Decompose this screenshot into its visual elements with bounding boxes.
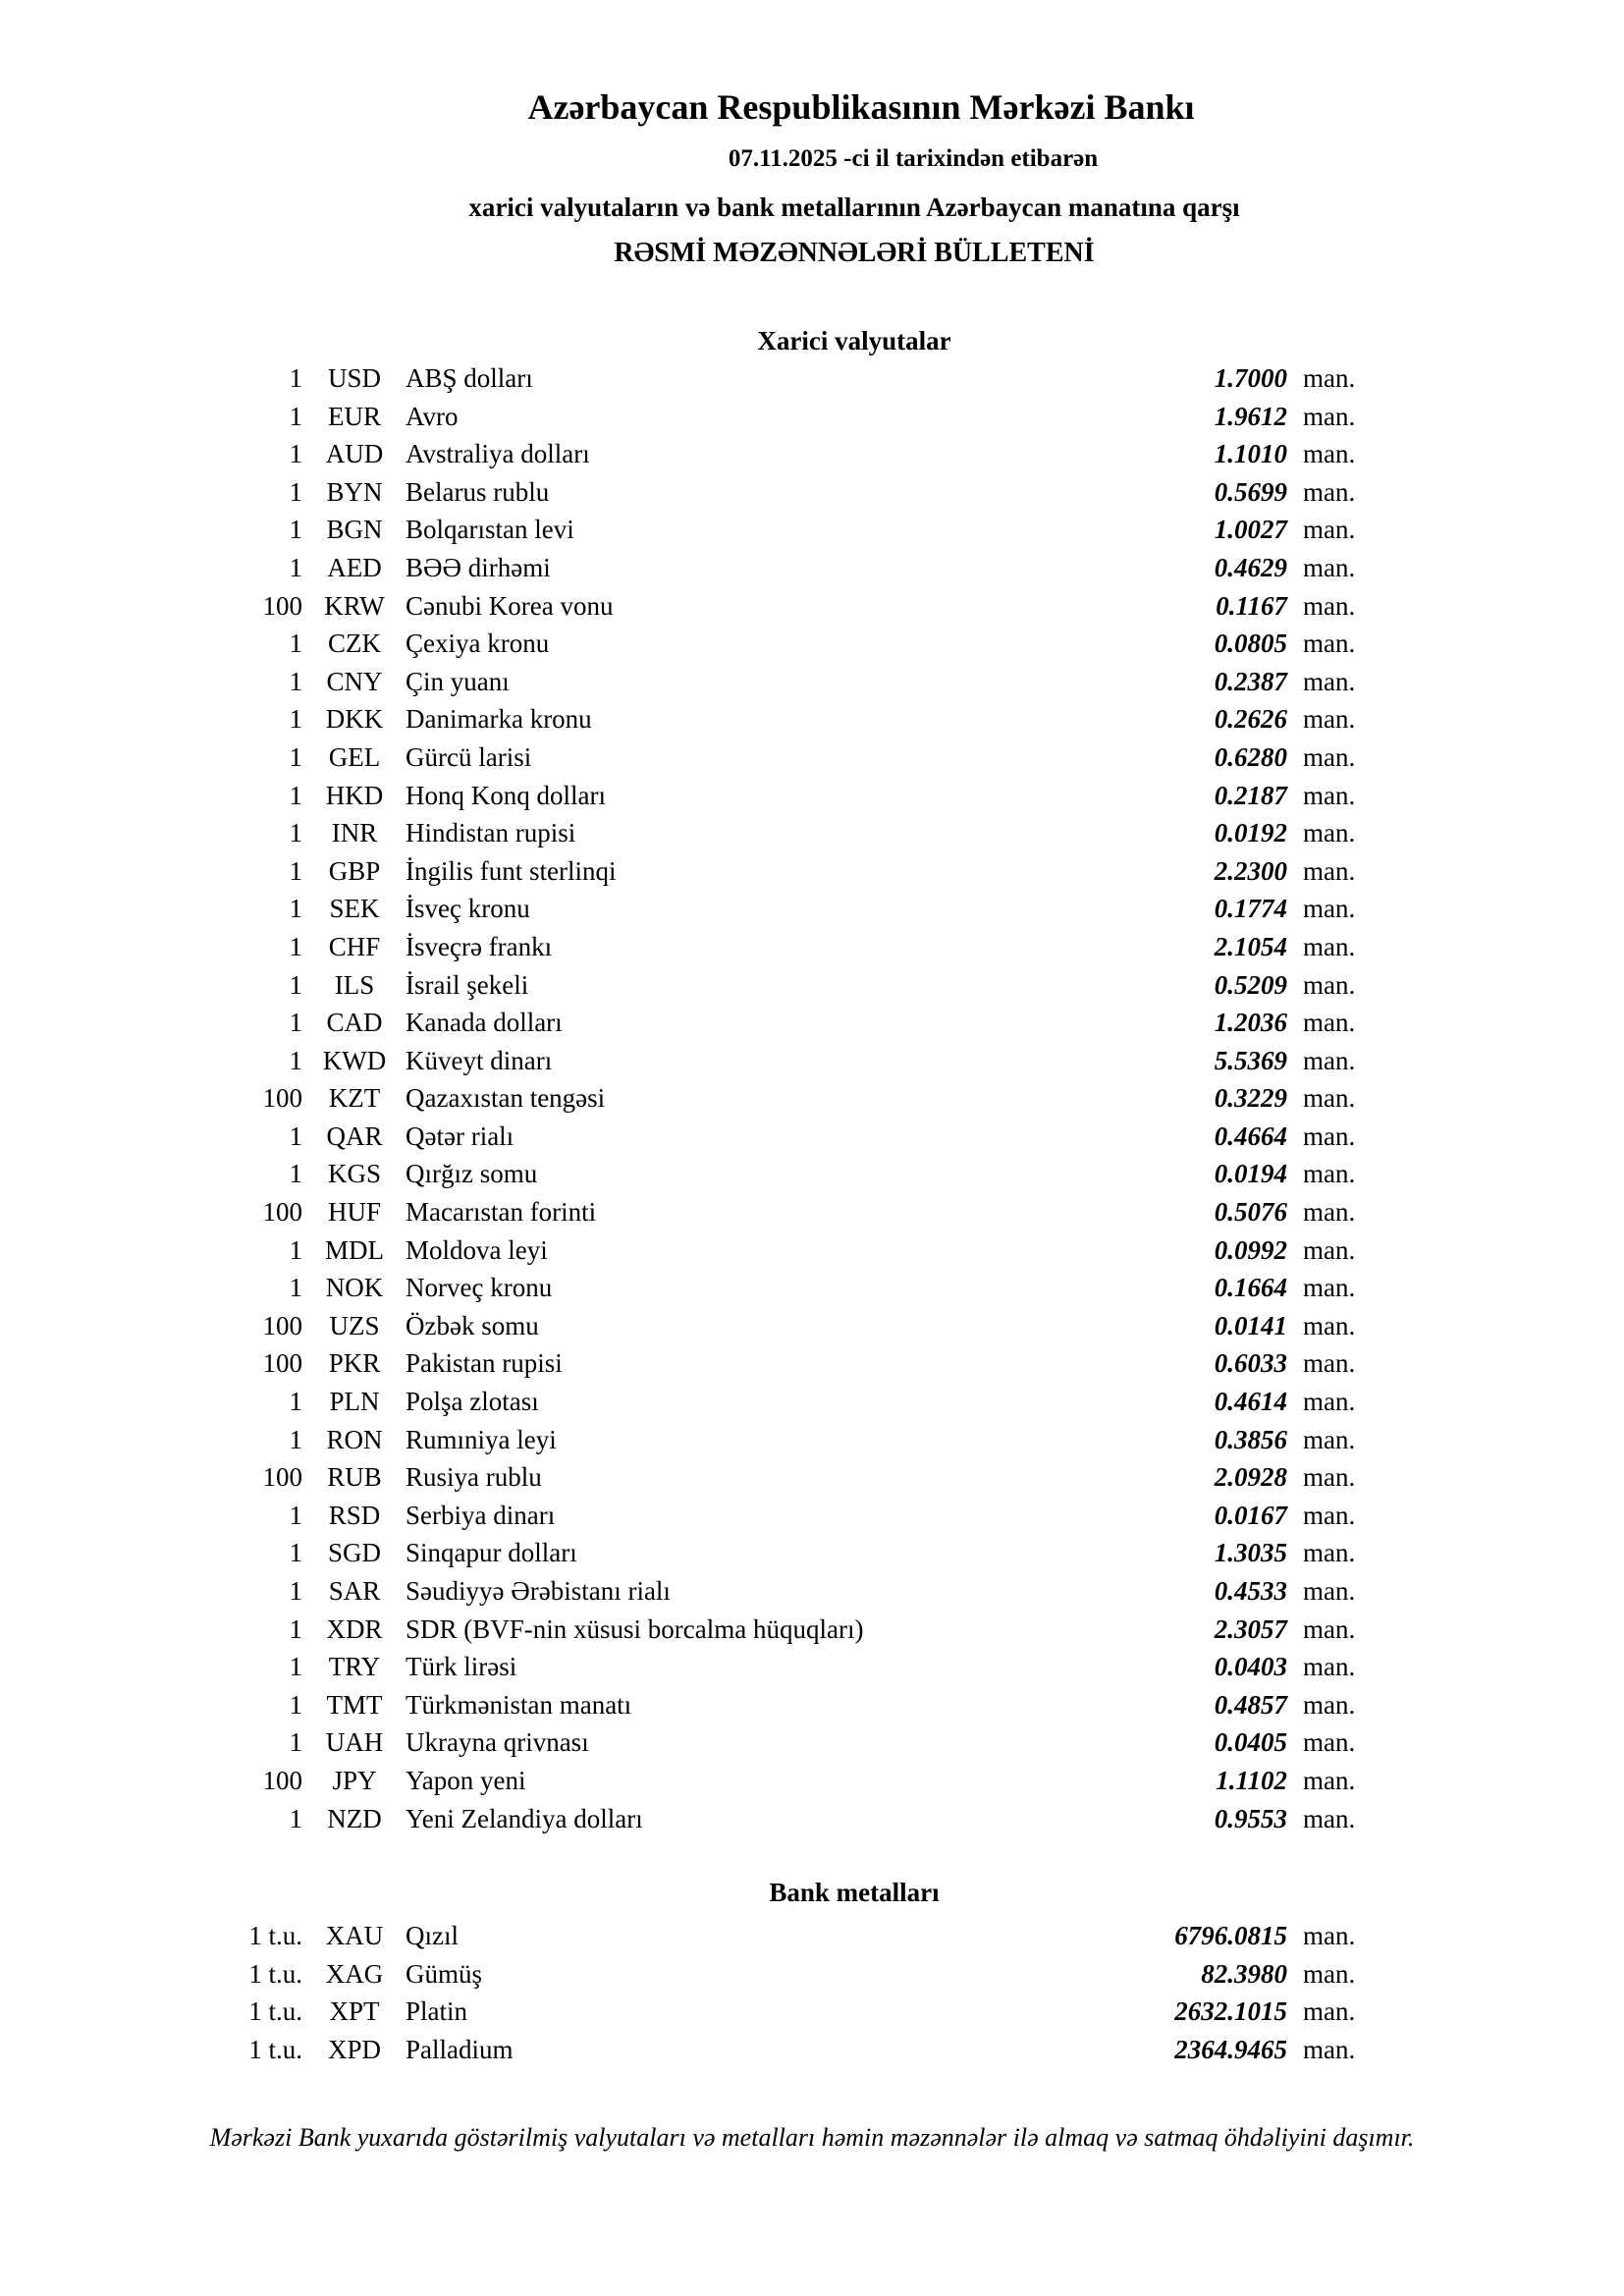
table-row <box>0 777 1624 815</box>
quantity-cell: 1 <box>289 1613 302 1644</box>
rate-value-cell: 0.2387 <box>1214 666 1287 696</box>
quantity-cell: 1 <box>289 1008 302 1038</box>
rate-value-cell: 5.5369 <box>1214 1045 1287 1075</box>
currency-code-cell: XAU <box>325 1921 384 1950</box>
currency-code-cell: AUD <box>325 439 384 469</box>
table-row <box>0 890 1624 928</box>
quantity-cell: 1 <box>289 969 302 1000</box>
rate-value-cell: 0.0992 <box>1214 1234 1287 1265</box>
unit-label-cell: man. <box>1303 855 1356 886</box>
currency-code-cell: MDL <box>325 1234 384 1265</box>
currency-name-cell: İsveçrə frankı <box>406 931 553 961</box>
rate-value-cell: 1.1102 <box>1216 1765 1287 1795</box>
currency-code-cell: HKD <box>325 780 384 810</box>
unit-label-cell: man. <box>1303 1310 1356 1340</box>
currency-code-cell: UZS <box>329 1310 380 1340</box>
quantity-cell: 1 <box>289 1689 302 1720</box>
unit-label-cell: man. <box>1303 552 1356 582</box>
quantity-cell: 1 <box>289 704 302 735</box>
unit-label-cell: man. <box>1303 1576 1356 1606</box>
table-row <box>0 1231 1624 1270</box>
currency-code-cell: DKK <box>325 704 384 735</box>
quantity-cell: 1 t.u. <box>248 1996 302 2027</box>
quantity-cell: 1 <box>289 629 302 659</box>
quantity-cell: 100 <box>262 1462 302 1493</box>
currency-code-cell: RUB <box>327 1462 382 1493</box>
table-row <box>0 435 1624 473</box>
table-row <box>0 511 1624 549</box>
currency-name-cell: BƏƏ dirhəmi <box>406 552 551 582</box>
table-row <box>0 1004 1624 1042</box>
rate-value-cell: 2.0928 <box>1214 1462 1287 1493</box>
quantity-cell: 1 <box>289 1387 302 1417</box>
rate-value-cell: 1.0027 <box>1214 515 1287 545</box>
table-row <box>0 1917 1624 1955</box>
currency-code-cell: BYN <box>326 476 383 507</box>
rate-value-cell: 0.4533 <box>1214 1576 1287 1606</box>
currency-name-cell: Qazaxıstan tengəsi <box>406 1083 606 1114</box>
rate-value-cell: 1.3035 <box>1214 1538 1287 1568</box>
unit-label-cell: man. <box>1303 1538 1356 1568</box>
currency-name-cell: Norveç kronu <box>406 1273 553 1303</box>
unit-label-cell: man. <box>1303 1500 1356 1530</box>
currency-name-cell: Palladium <box>406 2034 514 2064</box>
quantity-cell: 1 <box>289 1045 302 1075</box>
unit-label-cell: man. <box>1303 1273 1356 1303</box>
rate-value-cell: 0.4629 <box>1214 552 1287 582</box>
unit-label-cell: man. <box>1303 1234 1356 1265</box>
currency-code-cell: ILS <box>334 969 375 1000</box>
table-row <box>0 1534 1624 1572</box>
table-row <box>0 549 1624 587</box>
unit-label-cell: man. <box>1303 1613 1356 1644</box>
unit-label-cell: man. <box>1303 1348 1356 1379</box>
currency-code-cell: PLN <box>329 1387 380 1417</box>
rate-value-cell: 6796.0815 <box>1174 1921 1287 1950</box>
unit-label-cell: man. <box>1303 590 1356 621</box>
currency-code-cell: CAD <box>326 1008 383 1038</box>
table-row <box>0 1458 1624 1497</box>
currency-name-cell: Çexiya kronu <box>406 629 550 659</box>
unit-label-cell: man. <box>1303 629 1356 659</box>
currency-name-cell: İngilis funt sterlinqi <box>406 855 617 886</box>
rate-value-cell: 0.0403 <box>1214 1652 1287 1682</box>
rate-value-cell: 0.6033 <box>1214 1348 1287 1379</box>
currency-name-cell: Gürcü larisi <box>406 741 532 772</box>
table-row <box>0 1344 1624 1383</box>
table-row <box>0 738 1624 777</box>
rate-value-cell: 0.4664 <box>1214 1121 1287 1151</box>
currency-code-cell: JPY <box>332 1765 377 1795</box>
table-row <box>0 663 1624 701</box>
table-row <box>0 2031 1624 2069</box>
table-row <box>0 1079 1624 1118</box>
table-row <box>0 1800 1624 1838</box>
quantity-cell: 1 <box>289 1803 302 1833</box>
currency-name-cell: Yeni Zelandiya dolları <box>406 1803 643 1833</box>
quantity-cell: 1 <box>289 1538 302 1568</box>
table-row <box>0 1497 1624 1535</box>
quantity-cell: 100 <box>262 590 302 621</box>
bulletin-subtitle: xarici valyutaların və bank metallarının Azərbaycan manatına qarşı <box>468 192 1240 222</box>
rate-value-cell: 0.1774 <box>1214 894 1287 924</box>
table-row <box>0 1572 1624 1611</box>
table-row <box>0 398 1624 436</box>
rate-value-cell: 0.5209 <box>1214 969 1287 1000</box>
currency-code-cell: XPT <box>329 1996 380 2027</box>
rate-value-cell: 2.1054 <box>1214 931 1287 961</box>
currency-name-cell: Yapon yeni <box>406 1765 526 1795</box>
quantity-cell: 1 <box>289 1500 302 1530</box>
unit-label-cell: man. <box>1303 818 1356 848</box>
unit-label-cell: man. <box>1303 704 1356 735</box>
rate-value-cell: 1.7000 <box>1214 363 1287 393</box>
quantity-cell: 100 <box>262 1348 302 1379</box>
rate-value-cell: 0.5076 <box>1214 1197 1287 1228</box>
rate-value-cell: 1.9612 <box>1214 401 1287 431</box>
rate-value-cell: 0.0141 <box>1214 1310 1287 1340</box>
quantity-cell: 100 <box>262 1197 302 1228</box>
table-row <box>0 1269 1624 1307</box>
table-row <box>0 1383 1624 1421</box>
rate-value-cell: 2.2300 <box>1214 855 1287 886</box>
currency-name-cell: Qırğız somu <box>406 1159 538 1189</box>
effective-date-line: 07.11.2025 -ci il tarixindən etibarən <box>728 145 1099 172</box>
unit-label-cell: man. <box>1303 1727 1356 1758</box>
currency-name-cell: Qətər rialı <box>406 1121 514 1151</box>
unit-label-cell: man. <box>1303 1121 1356 1151</box>
foreign-currencies-section-title: Xarici valyutalar <box>757 326 951 355</box>
currency-name-cell: Moldova leyi <box>406 1234 548 1265</box>
unit-label-cell: man. <box>1303 969 1356 1000</box>
unit-label-cell: man. <box>1303 1958 1356 1989</box>
unit-label-cell: man. <box>1303 741 1356 772</box>
currency-code-cell: TRY <box>328 1652 381 1682</box>
quantity-cell: 1 <box>289 780 302 810</box>
unit-label-cell: man. <box>1303 1652 1356 1682</box>
table-row <box>0 852 1624 891</box>
rate-value-cell: 0.0194 <box>1214 1159 1287 1189</box>
bank-metals-table <box>0 1917 1624 2068</box>
currency-name-cell: Sinqapur dolları <box>406 1538 577 1568</box>
table-row <box>0 700 1624 738</box>
currency-code-cell: SAR <box>328 1576 381 1606</box>
table-row <box>0 1042 1624 1080</box>
rate-value-cell: 0.4857 <box>1214 1689 1287 1720</box>
bank-name-title: Azərbaycan Respublikasının Mərkəzi Bankı <box>527 87 1195 127</box>
unit-label-cell: man. <box>1303 1083 1356 1114</box>
table-row <box>0 625 1624 663</box>
currency-name-cell: Türkmənistan manatı <box>406 1689 632 1720</box>
unit-label-cell: man. <box>1303 1996 1356 2027</box>
table-row <box>0 1723 1624 1762</box>
quantity-cell: 1 <box>289 1121 302 1151</box>
quantity-cell: 1 <box>289 666 302 696</box>
currency-code-cell: NOK <box>325 1273 384 1303</box>
quantity-cell: 100 <box>262 1310 302 1340</box>
unit-label-cell: man. <box>1303 401 1356 431</box>
rate-value-cell: 2632.1015 <box>1174 1996 1287 2027</box>
quantity-cell: 100 <box>262 1765 302 1795</box>
currency-code-cell: SGD <box>327 1538 381 1568</box>
quantity-cell: 1 <box>289 1234 302 1265</box>
table-row <box>0 928 1624 966</box>
currency-name-cell: İsveç kronu <box>406 894 530 924</box>
unit-label-cell: man. <box>1303 780 1356 810</box>
currency-name-cell: Səudiyyə Ərəbistanı rialı <box>406 1576 671 1606</box>
currency-name-cell: Rusiya rublu <box>406 1462 542 1493</box>
quantity-cell: 1 t.u. <box>248 1921 302 1950</box>
unit-label-cell: man. <box>1303 439 1356 469</box>
rate-value-cell: 1.2036 <box>1214 1008 1287 1038</box>
rate-value-cell: 0.0805 <box>1214 629 1287 659</box>
unit-label-cell: man. <box>1303 363 1356 393</box>
table-row <box>0 473 1624 512</box>
rate-value-cell: 0.4614 <box>1214 1387 1287 1417</box>
rate-value-cell: 0.6280 <box>1214 741 1287 772</box>
rate-value-cell: 0.3229 <box>1214 1083 1287 1114</box>
quantity-cell: 1 <box>289 1576 302 1606</box>
unit-label-cell: man. <box>1303 1387 1356 1417</box>
currency-name-cell: Serbiya dinarı <box>406 1500 556 1530</box>
unit-label-cell: man. <box>1303 666 1356 696</box>
currency-code-cell: INR <box>331 818 378 848</box>
rate-value-cell: 0.2187 <box>1214 780 1287 810</box>
currency-code-cell: XPD <box>327 2034 381 2064</box>
currency-name-cell: Pakistan rupisi <box>406 1348 563 1379</box>
currency-code-cell: UAH <box>325 1727 384 1758</box>
quantity-cell: 1 <box>289 476 302 507</box>
currency-code-cell: KGS <box>327 1159 381 1189</box>
currency-name-cell: Kanada dolları <box>406 1008 563 1038</box>
currency-code-cell: QAR <box>326 1121 383 1151</box>
quantity-cell: 1 <box>289 363 302 393</box>
table-row <box>0 966 1624 1005</box>
table-row <box>0 1648 1624 1686</box>
currency-name-cell: Qızıl <box>406 1921 459 1950</box>
table-row <box>0 1118 1624 1156</box>
unit-label-cell: man. <box>1303 1689 1356 1720</box>
quantity-cell: 100 <box>262 1083 302 1114</box>
unit-label-cell: man. <box>1303 1462 1356 1493</box>
quantity-cell: 1 t.u. <box>248 2034 302 2064</box>
table-row <box>0 587 1624 626</box>
currency-code-cell: CNY <box>326 666 383 696</box>
table-row <box>0 1686 1624 1724</box>
currency-code-cell: KWD <box>322 1045 387 1075</box>
currency-code-cell: KRW <box>324 590 385 621</box>
quantity-cell: 1 <box>289 401 302 431</box>
currency-name-cell: Bolqarıstan levi <box>406 515 574 545</box>
quantity-cell: 1 t.u. <box>248 1958 302 1989</box>
currency-code-cell: SEK <box>329 894 380 924</box>
quantity-cell: 1 <box>289 741 302 772</box>
currency-code-cell: GEL <box>328 741 381 772</box>
rate-value-cell: 0.1664 <box>1214 1273 1287 1303</box>
unit-label-cell: man. <box>1303 1159 1356 1189</box>
unit-label-cell: man. <box>1303 1424 1356 1454</box>
currency-name-cell: Polşa zlotası <box>406 1387 539 1417</box>
currency-name-cell: Honq Konq dolları <box>406 780 606 810</box>
currency-code-cell: AED <box>327 552 382 582</box>
currency-code-cell: XDR <box>326 1613 383 1644</box>
unit-label-cell: man. <box>1303 2034 1356 2064</box>
rate-value-cell: 0.0167 <box>1214 1500 1287 1530</box>
currency-name-cell: Ukrayna qrivnası <box>406 1727 589 1758</box>
unit-label-cell: man. <box>1303 1197 1356 1228</box>
currency-code-cell: BGN <box>326 515 383 545</box>
quantity-cell: 1 <box>289 552 302 582</box>
rate-value-cell: 2364.9465 <box>1174 2034 1287 2064</box>
unit-label-cell: man. <box>1303 1008 1356 1038</box>
rate-value-cell: 0.1167 <box>1216 590 1287 621</box>
rate-value-cell: 1.1010 <box>1214 439 1287 469</box>
currency-code-cell: KZT <box>328 1083 381 1114</box>
currency-code-cell: GBP <box>328 855 381 886</box>
currency-name-cell: Macarıstan forinti <box>406 1197 597 1228</box>
unit-label-cell: man. <box>1303 515 1356 545</box>
table-row <box>0 814 1624 852</box>
currency-name-cell: Türk lirəsi <box>406 1652 517 1682</box>
currency-name-cell: Rumıniya leyi <box>406 1424 557 1454</box>
unit-label-cell: man. <box>1303 1921 1356 1950</box>
unit-label-cell: man. <box>1303 931 1356 961</box>
quantity-cell: 1 <box>289 1652 302 1682</box>
quantity-cell: 1 <box>289 1424 302 1454</box>
unit-label-cell: man. <box>1303 476 1356 507</box>
table-row <box>0 1611 1624 1649</box>
quantity-cell: 1 <box>289 439 302 469</box>
bank-metals-section-title: Bank metalları <box>769 1878 940 1907</box>
rate-value-cell: 82.3980 <box>1201 1958 1287 1989</box>
currency-name-cell: İsrail şekeli <box>406 969 529 1000</box>
currency-code-cell: RSD <box>328 1500 381 1530</box>
bulletin-title: RƏSMİ MƏZƏNNƏLƏRİ BÜLLETENİ <box>614 238 1095 268</box>
rate-value-cell: 0.3856 <box>1214 1424 1287 1454</box>
table-row <box>0 359 1624 398</box>
currency-name-cell: ABŞ dolları <box>406 363 533 393</box>
currency-name-cell: Avstraliya dolları <box>406 439 590 469</box>
quantity-cell: 1 <box>289 855 302 886</box>
currency-code-cell: CZK <box>328 629 381 659</box>
currency-code-cell: EUR <box>328 401 381 431</box>
unit-label-cell: man. <box>1303 1765 1356 1795</box>
currency-code-cell: PKR <box>328 1348 381 1379</box>
rate-value-cell: 0.0192 <box>1214 818 1287 848</box>
unit-label-cell: man. <box>1303 894 1356 924</box>
table-row <box>0 1955 1624 1994</box>
quantity-cell: 1 <box>289 1273 302 1303</box>
currency-name-cell: Belarus rublu <box>406 476 550 507</box>
rate-value-cell: 0.0405 <box>1214 1727 1287 1758</box>
rate-value-cell: 0.2626 <box>1214 704 1287 735</box>
foreign-currencies-table <box>0 359 1624 1837</box>
table-row <box>0 1307 1624 1345</box>
table-row <box>0 1155 1624 1193</box>
currency-code-cell: RON <box>326 1424 383 1454</box>
table-row <box>0 1421 1624 1459</box>
unit-label-cell: man. <box>1303 1045 1356 1075</box>
quantity-cell: 1 <box>289 515 302 545</box>
currency-code-cell: CHF <box>328 931 381 961</box>
currency-code-cell: NZD <box>327 1803 382 1833</box>
quantity-cell: 1 <box>289 931 302 961</box>
currency-name-cell: Küveyt dinarı <box>406 1045 553 1075</box>
currency-name-cell: Özbək somu <box>406 1310 539 1340</box>
obligation-footnote: Mərkəzi Bank yuxarıda göstərilmiş valyutaları və metalları həmin məzənnələr ilə almaq və satmaq öhdəliyini daşımır. <box>209 2123 1415 2152</box>
currency-name-cell: Danimarka kronu <box>406 704 592 735</box>
currency-name-cell: Cənubi Korea vonu <box>406 590 614 621</box>
currency-name-cell: Platin <box>406 1996 468 2027</box>
rate-value-cell: 0.5699 <box>1214 476 1287 507</box>
table-row <box>0 1762 1624 1800</box>
currency-name-cell: Gümüş <box>406 1958 483 1989</box>
currency-code-cell: TMT <box>326 1689 383 1720</box>
quantity-cell: 1 <box>289 1727 302 1758</box>
quantity-cell: 1 <box>289 818 302 848</box>
currency-name-cell: SDR (BVF-nin xüsusi borcalma hüquqları) <box>406 1613 864 1644</box>
currency-code-cell: XAG <box>325 1958 384 1989</box>
quantity-cell: 1 <box>289 1159 302 1189</box>
quantity-cell: 1 <box>289 894 302 924</box>
rate-value-cell: 2.3057 <box>1214 1613 1287 1644</box>
currency-name-cell: Hindistan rupisi <box>406 818 576 848</box>
currency-name-cell: Avro <box>406 401 459 431</box>
currency-code-cell: HUF <box>327 1197 381 1228</box>
table-row <box>0 1993 1624 2031</box>
rate-value-cell: 0.9553 <box>1214 1803 1287 1833</box>
currency-name-cell: Çin yuanı <box>406 666 510 696</box>
unit-label-cell: man. <box>1303 1803 1356 1833</box>
table-row <box>0 1193 1624 1231</box>
currency-code-cell: USD <box>327 363 381 393</box>
